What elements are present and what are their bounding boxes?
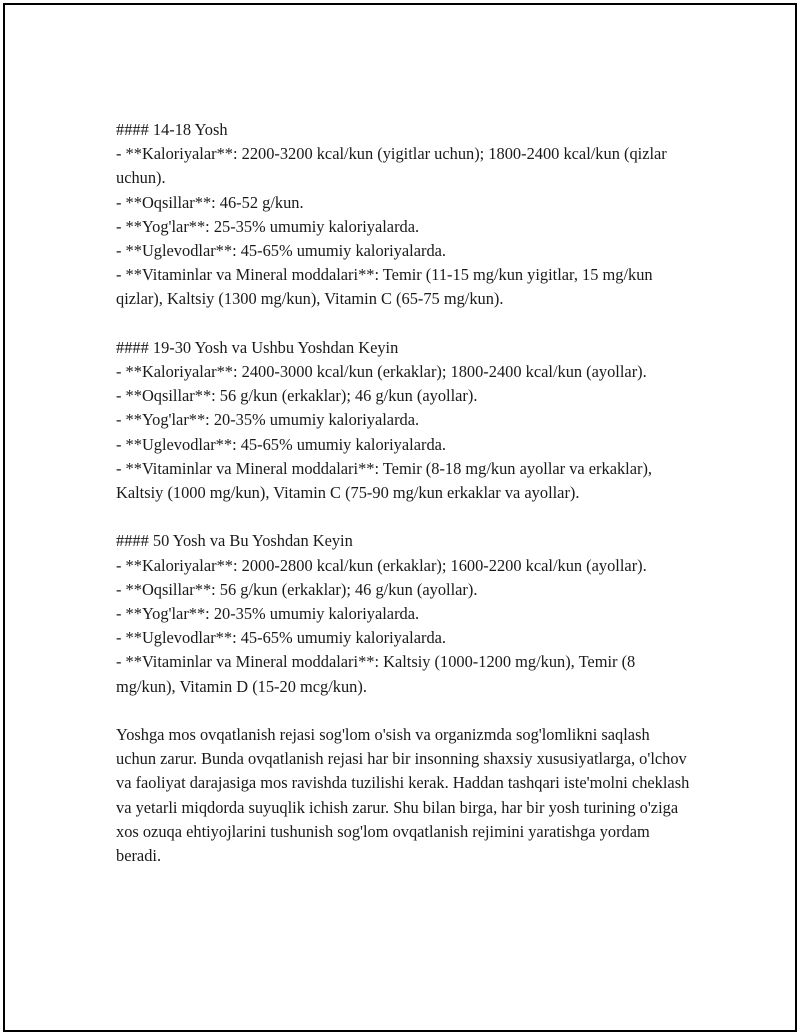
list-item: - **Yog'lar**: 25-35% umumiy kaloriyalarda. bbox=[116, 216, 420, 236]
list-item: - **Yog'lar**: 20-35% umumiy kaloriyalarda. bbox=[116, 604, 420, 624]
document-body bbox=[116, 118, 691, 868]
section-14-18 bbox=[116, 118, 691, 312]
section-heading: #### 50 Yosh va Bu Yoshdan Keyin bbox=[116, 531, 353, 551]
list-item: - **Uglevodlar**: 45-65% umumiy kaloriyalarda. bbox=[116, 628, 447, 648]
list-item: - **Oqsillar**: 56 g/kun (erkaklar); 46 g/kun (ayollar). bbox=[116, 386, 478, 406]
conclusion-paragraph: Yoshga mos ovqatlanish rejasi sog'lom o'sish va organizmda sog'lomlikni saqlash uchun zarur. Bunda ovqatlanish rejasi har bir insonning shaxsiy xususiyatlarga, o'lchov va faoliyat darajasiga mos ravishda tuzilishi kerak. Haddan tashqari iste'molni cheklash va yetarli miqdorda suyuqlik ichish zarur. Shu bilan birga, har bir yosh turining o'ziga xos ozuqa ehtiyojlarini tushunish sog'lom ovqatlanish rejimini yaratishga yordam beradi. bbox=[116, 725, 690, 866]
list-item: - **Vitaminlar va Mineral moddalari**: Kaltsiy (1000-1200 mg/kun), Temir (8 mg/kun), Vitamin D (15-20 mcg/kun). bbox=[116, 652, 636, 696]
list-item: - **Kaloriyalar**: 2400-3000 kcal/kun (erkaklar); 1800-2400 kcal/kun (ayollar). bbox=[116, 362, 647, 382]
list-item: - **Yog'lar**: 20-35% umumiy kaloriyalarda. bbox=[116, 410, 420, 430]
list-item: - **Uglevodlar**: 45-65% umumiy kaloriyalarda. bbox=[116, 241, 447, 261]
list-item: - **Vitaminlar va Mineral moddalari**: Temir (11-15 mg/kun yigitlar, 15 mg/kun qizlar), Kaltsiy (1300 mg/kun), Vitamin C (65-75 mg/kun). bbox=[116, 265, 653, 309]
list-item: - **Oqsillar**: 56 g/kun (erkaklar); 46 g/kun (ayollar). bbox=[116, 579, 478, 599]
section-heading: #### 14-18 Yosh bbox=[116, 120, 228, 139]
list-item: - **Kaloriyalar**: 2200-3200 kcal/kun (yigitlar uchun); 1800-2400 kcal/kun (qizlar uchun). bbox=[116, 144, 667, 188]
list-item: - **Oqsillar**: 46-52 g/kun. bbox=[116, 192, 304, 212]
section-50-plus bbox=[116, 529, 691, 698]
list-item: - **Kaloriyalar**: 2000-2800 kcal/kun (erkaklar); 1600-2200 kcal/kun (ayollar). bbox=[116, 555, 647, 575]
list-item: - **Uglevodlar**: 45-65% umumiy kaloriyalarda. bbox=[116, 434, 447, 454]
section-heading: #### 19-30 Yosh va Ushbu Yoshdan Keyin bbox=[116, 337, 399, 357]
list-item: - **Vitaminlar va Mineral moddalari**: Temir (8-18 mg/kun ayollar va erkaklar), Kaltsiy (1000 mg/kun), Vitamin C (75-90 mg/kun erkaklar va ayollar). bbox=[116, 458, 653, 503]
section-19-30 bbox=[116, 336, 691, 505]
